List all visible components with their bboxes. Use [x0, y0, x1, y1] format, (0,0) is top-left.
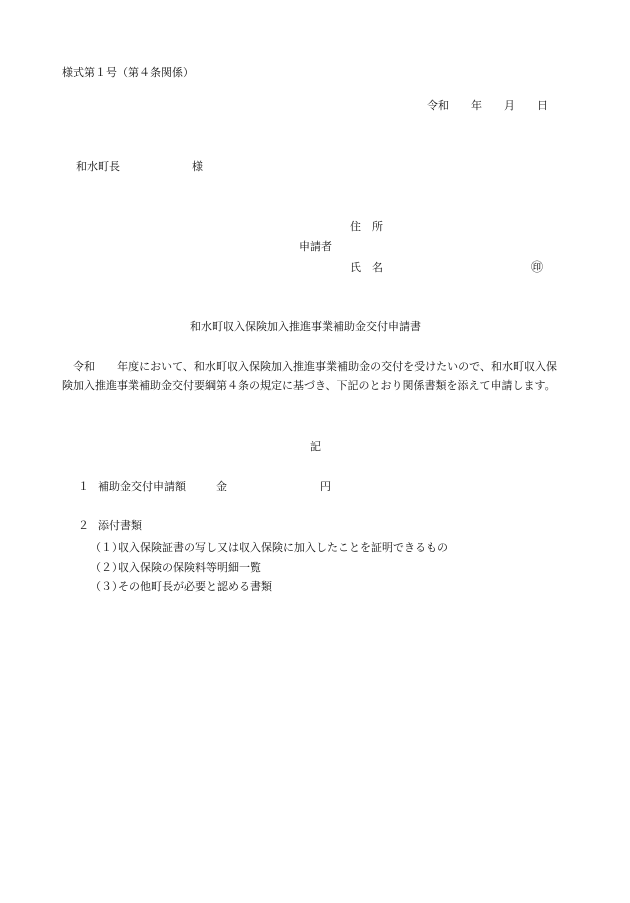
name-label: 氏 名	[350, 261, 383, 274]
item1-yen: 円	[320, 480, 331, 493]
form-number: 様式第１号（第４条関係）	[62, 66, 194, 79]
item1-label: 補助金交付申請額	[98, 480, 186, 493]
list-item-text: その他町長が必要と認める書類	[118, 580, 272, 593]
list-item	[90, 577, 448, 597]
list-item	[90, 558, 448, 578]
date-day-unit: 日	[537, 99, 548, 112]
seal-mark: ㊞	[531, 260, 544, 274]
item1-kin: 金	[216, 480, 227, 493]
addressee-name: 和水町長	[76, 160, 120, 173]
applicant-label: 申請者	[299, 240, 332, 253]
date-month-unit: 月	[504, 99, 515, 112]
body-era: 令和	[73, 360, 96, 373]
body-indent	[62, 360, 73, 373]
list-item-text: 収入保険の保険料等明細一覧	[118, 560, 261, 574]
item2-label: 添付書類	[98, 519, 142, 532]
list-item-number: （２）	[90, 560, 123, 574]
ki-heading: 記	[310, 440, 321, 453]
list-item-text: 収入保険証書の写し又は収入保険に加入したことを証明できるもの	[118, 541, 448, 554]
item1-number: １	[78, 480, 89, 493]
attachment-list	[90, 538, 448, 597]
body-text: 年度において、和水町収入保険加入推進事業補助金の交付を受けたいので、和水町収入保険加入推進事業補助金交付要綱第４条の規定に基づき、下記のとおり関係書類を添えて申請します。	[62, 360, 558, 392]
date-line	[427, 99, 548, 113]
address-label: 住 所	[350, 220, 383, 233]
date-year-unit: 年	[471, 99, 482, 112]
list-item	[90, 538, 448, 558]
list-item-number: （１）	[90, 541, 123, 554]
date-era: 令和	[427, 99, 449, 112]
body-era-gap	[95, 360, 117, 373]
addressee-honorific: 様	[192, 160, 203, 173]
body-paragraph	[62, 357, 557, 395]
item2-number: ２	[78, 519, 89, 532]
document-title: 和水町収入保険加入推進事業補助金交付申請書	[190, 320, 421, 333]
list-item-number: （３）	[90, 580, 123, 593]
